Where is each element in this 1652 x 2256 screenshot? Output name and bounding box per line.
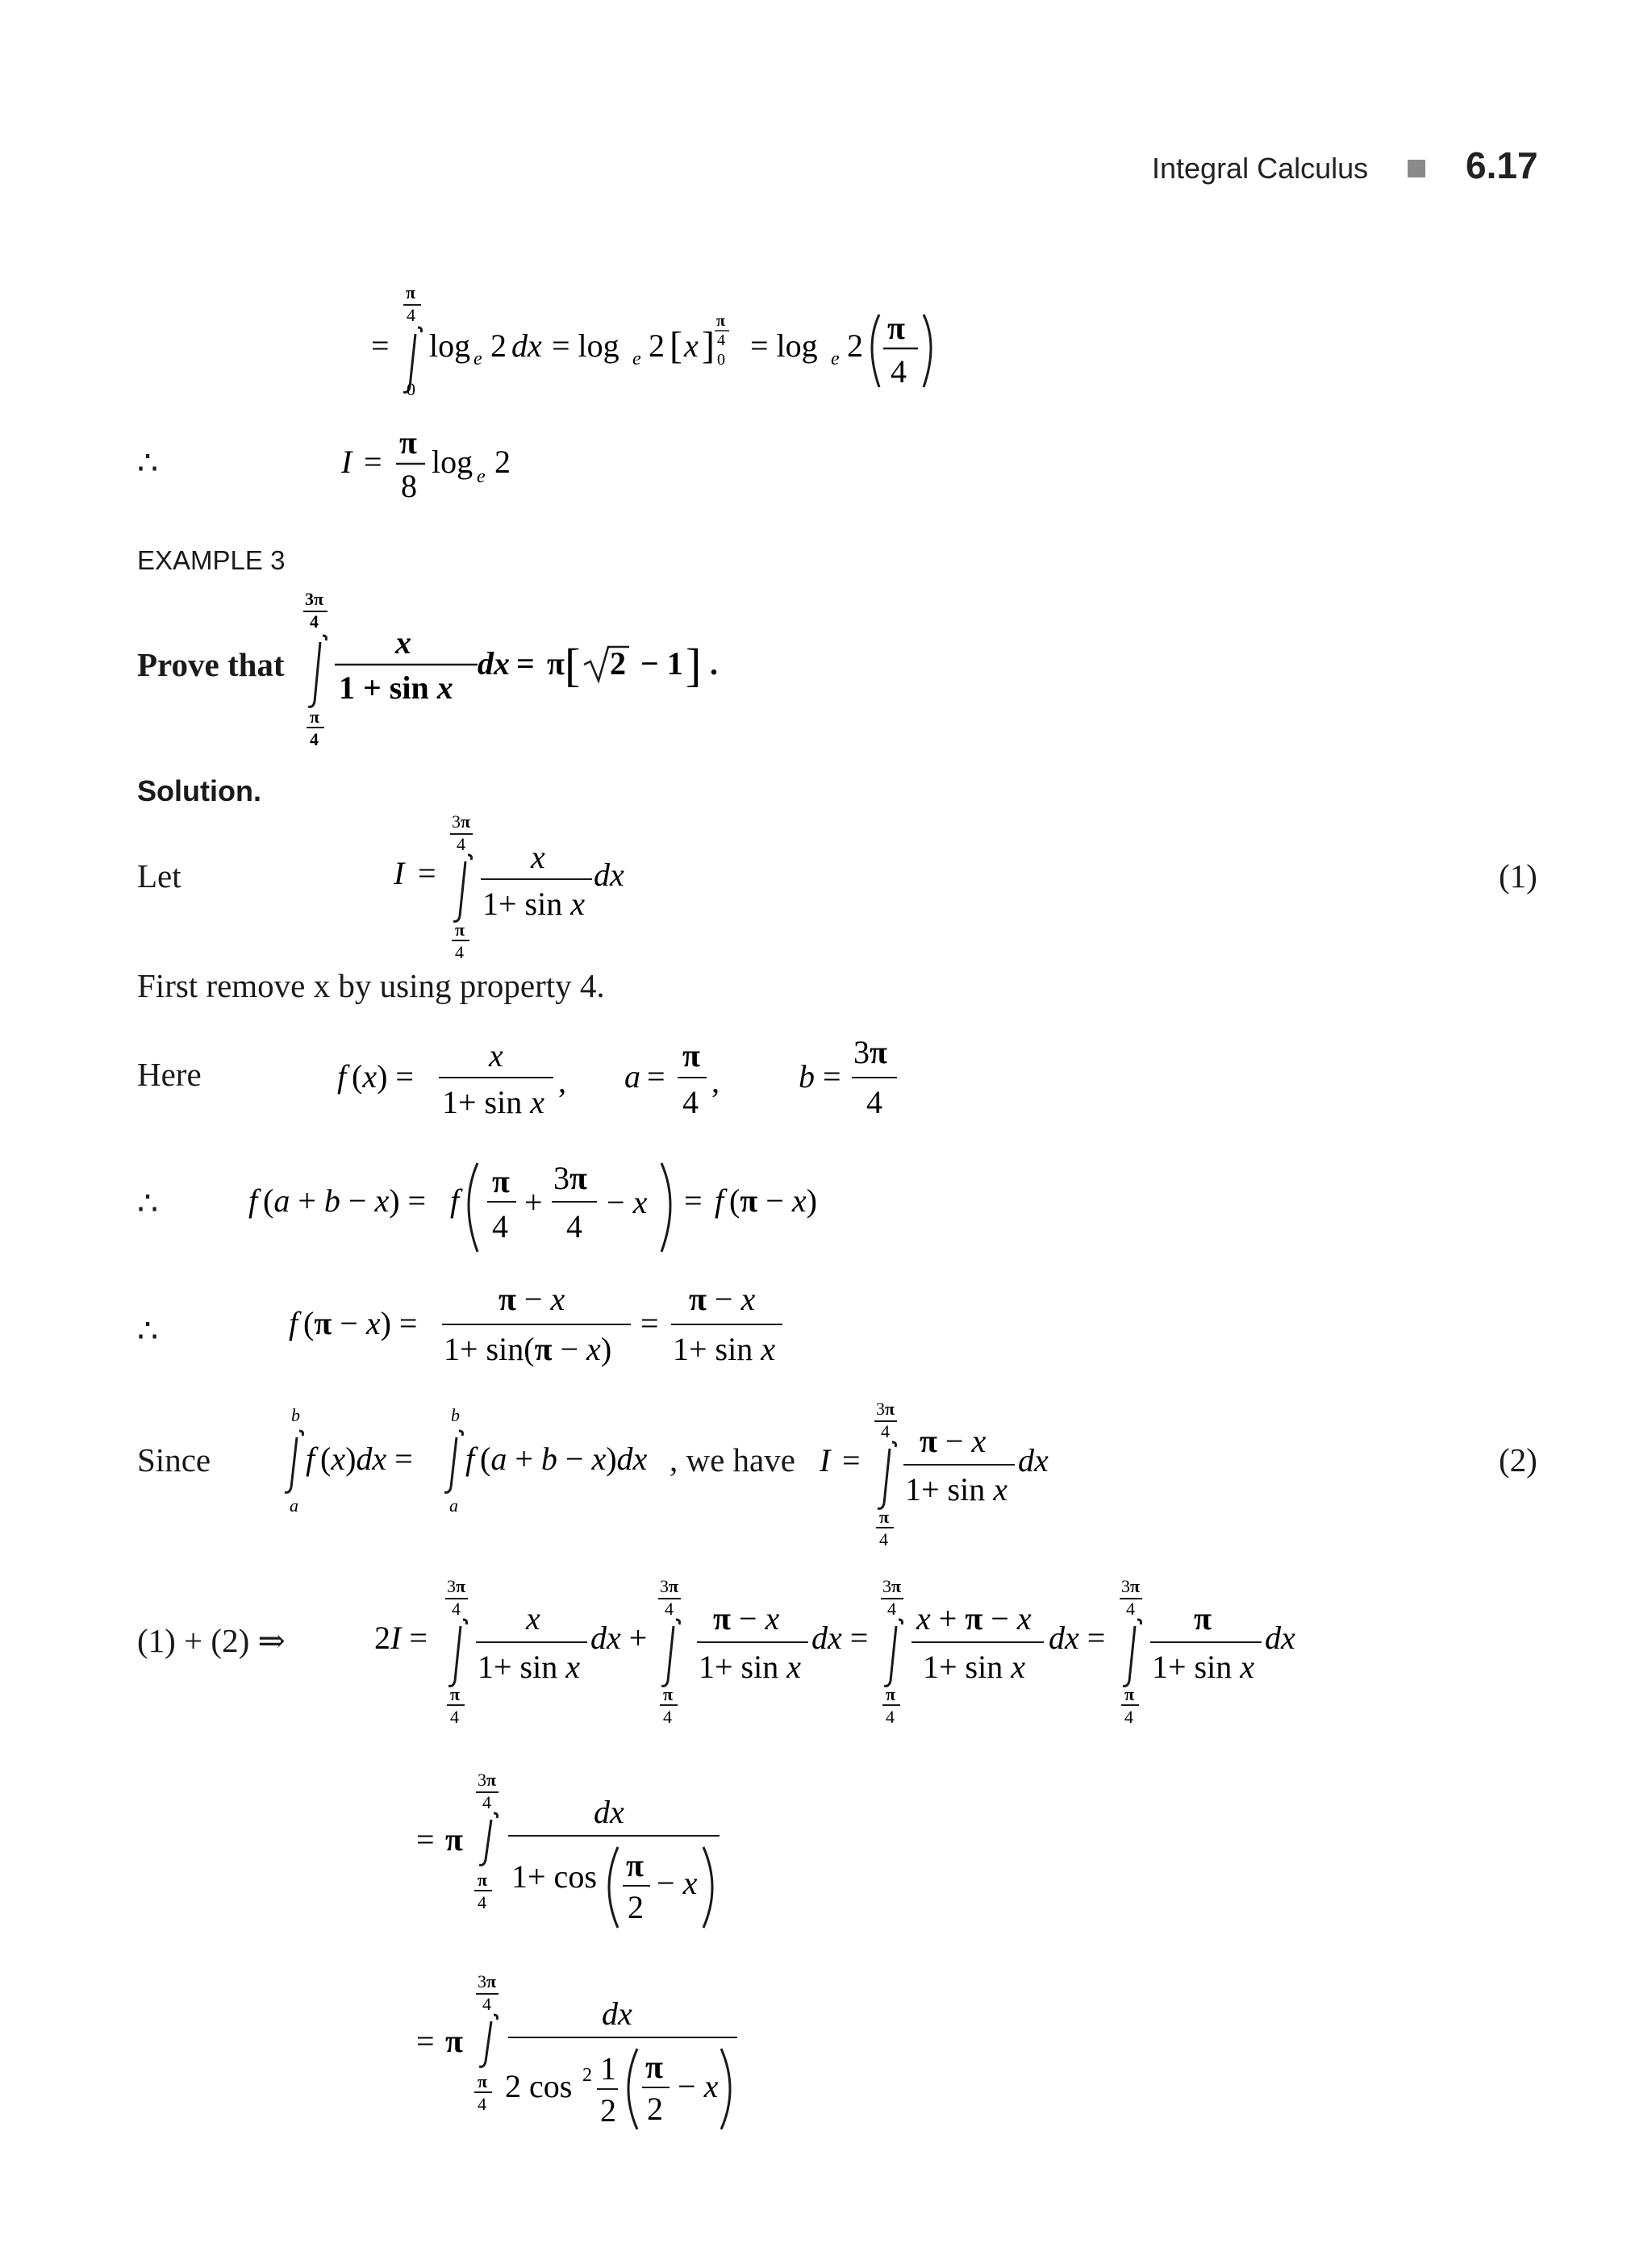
svg-text:2: 2 [647,2091,663,2127]
svg-text:f: f [450,1182,460,1219]
equation-integral-log2 [355,274,968,415]
svg-text:x: x [684,327,699,364]
svg-text:4: 4 [866,1084,882,1120]
svg-text:4: 4 [478,2094,486,2114]
svg-text:(x)dx =: (x)dx = [320,1441,413,1477]
svg-text:=: = [416,1821,435,1858]
svg-text:1+ sin x: 1+ sin x [905,1471,1008,1507]
svg-text:π: π [1124,1684,1135,1704]
svg-text:π: π [310,707,320,727]
svg-text:π − x: π − x [920,1423,987,1459]
svg-text:I: I [394,855,405,891]
svg-text:4: 4 [887,1599,896,1619]
svg-text:− 1: − 1 [640,645,683,682]
svg-text:4: 4 [478,1892,486,1912]
svg-text:1+ cos: 1+ cos [511,1858,597,1895]
svg-text:=: = [418,855,436,891]
since-label: Since [137,1441,211,1478]
equation-cos-form [411,1766,750,1948]
svg-text:2: 2 [610,645,626,682]
svg-text:=: = [842,1442,861,1478]
svg-text:(x) =: (x) = [352,1058,414,1095]
svg-text:I: I [820,1442,831,1478]
svg-text:f: f [465,1441,475,1477]
here-label: Here [137,1056,202,1093]
svg-text:a: a [624,1058,640,1095]
example-label: EXAMPLE 3 [137,545,286,575]
svg-text:− x: − x [607,1184,648,1220]
svg-text:π: π [547,645,565,682]
svg-text:f: f [248,1182,258,1219]
svg-text:3π: 3π [660,1576,679,1596]
svg-text:π − x: π − x [499,1281,565,1317]
svg-text:4: 4 [881,1421,890,1441]
svg-text:2: 2 [628,1889,644,1925]
svg-text:3π: 3π [882,1576,902,1596]
svg-text:=: = [371,327,390,364]
equation-here-definitions [331,1024,912,1141]
svg-text:4: 4 [891,353,907,390]
svg-text:2: 2 [582,2065,592,2086]
svg-text:[: [ [565,639,581,691]
svg-text:]: ] [702,324,715,367]
svg-text:dx =: dx = [1049,1620,1106,1656]
svg-text:x: x [395,624,411,661]
svg-text:π: π [716,312,725,330]
svg-text:]: ] [686,639,702,691]
we-have-text: , we have [670,1441,795,1478]
svg-text:e: e [831,348,840,369]
therefore-symbol: ∴ [137,444,159,482]
svg-text:=: = [640,1305,659,1341]
svg-text:dx: dx [478,645,510,682]
svg-text:=: = [516,645,535,682]
svg-text:4: 4 [665,1599,674,1619]
svg-text:π − x: π − x [689,1281,756,1317]
svg-text:π: π [478,2071,488,2091]
svg-text:=: = [364,444,382,480]
svg-text:4: 4 [566,1208,582,1245]
svg-text:b: b [291,1405,300,1425]
svg-text:e: e [473,348,482,369]
svg-text:3π: 3π [305,589,324,609]
svg-text:f: f [715,1182,724,1219]
svg-text:[: [ [670,324,682,367]
svg-text:x: x [489,1037,503,1074]
equation-cos-squared-form [411,1968,782,2150]
svg-text:x: x [531,839,545,875]
svg-text:π: π [399,424,417,461]
svg-text:π: π [626,1847,644,1883]
svg-text:2 cos: 2 cos [505,2068,573,2104]
svg-text:4: 4 [1124,1707,1133,1727]
svg-text:=: = [823,1058,841,1095]
svg-text:4: 4 [682,1084,699,1120]
svg-text:4: 4 [1126,1599,1135,1619]
svg-text:f: f [306,1441,315,1477]
svg-text:4: 4 [455,942,464,962]
svg-text:.: . [710,645,718,682]
svg-text:dx: dx [602,1995,632,2032]
svg-text:I: I [341,444,353,480]
svg-text:,: , [711,1063,720,1099]
svg-text:1+ sin(π − x): 1+ sin(π − x) [444,1331,612,1367]
svg-text:8: 8 [401,468,417,504]
svg-text:x + π − x: x + π − x [916,1600,1032,1637]
svg-text:2: 2 [494,444,511,480]
equation-f-pi-minus-x [282,1276,799,1385]
equation-1-tag: (1) [1499,857,1537,894]
svg-text:− x: − x [678,2068,719,2104]
svg-text:π: π [450,1684,461,1704]
svg-text:3π: 3π [452,811,471,832]
svg-text:π: π [682,1037,700,1074]
svg-text:3π: 3π [853,1034,887,1070]
svg-text:1: 1 [600,2050,616,2087]
svg-text:3π: 3π [1121,1576,1141,1596]
svg-text:π: π [887,310,905,346]
equation-f-a-b-x [242,1147,855,1264]
svg-text:1+ sin x: 1+ sin x [923,1649,1026,1685]
remove-x-text: First remove x by using property 4. [137,967,605,1004]
svg-text:4: 4 [407,305,415,325]
svg-text:1+ sin x: 1+ sin x [699,1649,802,1685]
running-header-title: Integral Calculus [1152,152,1369,185]
let-label: Let [137,857,181,894]
svg-text:dx +: dx + [590,1620,648,1656]
therefore-symbol-2: ∴ [137,1185,159,1222]
svg-text:x: x [526,1600,540,1637]
svg-text:dx: dx [594,857,624,893]
svg-text:f: f [337,1058,347,1095]
svg-text:dx: dx [511,327,542,364]
svg-text:4: 4 [450,1707,459,1727]
svg-text:4: 4 [482,1994,491,2014]
svg-text:π: π [478,1870,488,1890]
sum-label: (1) + (2) ⇒ [137,1622,286,1659]
svg-text:(π − x) =: (π − x) = [303,1305,418,1341]
svg-text:3π: 3π [478,1770,497,1790]
svg-text:π − x: π − x [713,1600,780,1637]
svg-text:4: 4 [452,1599,461,1619]
svg-text:= log: = log [750,327,818,364]
svg-text:π: π [445,1821,463,1858]
equation-I-result [335,419,544,512]
svg-text:dx: dx [594,1794,624,1830]
svg-text:π: π [406,282,416,302]
svg-text:0: 0 [407,379,415,399]
svg-text:=: = [684,1182,703,1219]
svg-text:4: 4 [663,1707,672,1727]
svg-text:π: π [1194,1600,1212,1637]
svg-text:4: 4 [886,1707,895,1727]
svg-text:dx: dx [1018,1442,1049,1478]
svg-text:− x: − x [657,1865,698,1901]
svg-text:= log: = log [552,327,620,364]
svg-text:,: , [558,1063,566,1099]
svg-text:=: = [416,2023,435,2059]
svg-text:e: e [632,348,641,369]
svg-text:π: π [492,1163,510,1199]
svg-text:π: π [645,2049,663,2085]
svg-text:a: a [449,1495,458,1516]
svg-text:2: 2 [490,327,507,364]
svg-text:1+ sin x: 1+ sin x [478,1649,581,1685]
solution-heading: Solution. [137,774,261,807]
page-number: 6.17 [1466,144,1538,186]
svg-text:3π: 3π [553,1160,587,1196]
therefore-symbol-3: ∴ [137,1312,159,1349]
svg-text:1+ sin x: 1+ sin x [1152,1649,1255,1685]
svg-text:1+ sin x: 1+ sin x [673,1331,776,1367]
equation-2-tag: (2) [1499,1441,1537,1478]
equation-2I-sum [371,1573,1323,1738]
svg-text:b: b [799,1058,815,1095]
svg-text:(π − x): (π − x) [729,1182,817,1219]
svg-text:2: 2 [649,327,665,364]
svg-text:log: log [432,444,473,480]
svg-text:(a + b − x) =: (a + b − x) = [263,1182,427,1219]
svg-text:1 + sin x: 1 + sin x [339,669,453,706]
svg-text:b: b [451,1405,460,1425]
svg-text:π: π [663,1684,674,1704]
svg-text:2I =: 2I = [374,1620,428,1656]
svg-text:4: 4 [310,729,319,749]
svg-text:π: π [879,1507,890,1527]
property-4-equation [278,1403,682,1520]
svg-text:4: 4 [482,1792,491,1812]
svg-text:3π: 3π [478,1971,497,1991]
example-statement-equation [290,581,742,754]
svg-text:f: f [289,1305,298,1341]
equation-1-definition [379,803,653,969]
svg-text:1+ sin x: 1+ sin x [442,1084,545,1120]
example-statement-prefix: Prove that [137,646,285,683]
svg-text:3π: 3π [876,1399,895,1419]
svg-text:4: 4 [457,834,465,854]
svg-text:(a + b − x)dx: (a + b − x)dx [480,1441,648,1477]
svg-text:dx =: dx = [811,1620,869,1656]
svg-text:+: + [524,1184,543,1220]
svg-text:4: 4 [879,1529,888,1549]
svg-text:4: 4 [492,1208,508,1245]
svg-text:π: π [886,1684,896,1704]
equation-2-integral [813,1395,1071,1561]
svg-text:4: 4 [310,611,319,632]
svg-text:2: 2 [847,327,863,364]
svg-text:π: π [445,2023,463,2059]
svg-text:dx: dx [1265,1620,1295,1656]
svg-text:3π: 3π [447,1576,466,1596]
svg-text:4: 4 [717,332,725,349]
svg-text:a: a [290,1495,298,1516]
svg-text:log: log [429,327,471,364]
svg-text:e: e [477,466,486,487]
header-square-icon [1408,160,1425,177]
svg-text:π: π [455,919,465,940]
svg-text:=: = [647,1058,665,1095]
svg-text:1+ sin x: 1+ sin x [482,886,586,922]
svg-text:0: 0 [717,351,725,369]
svg-text:2: 2 [600,2092,616,2129]
